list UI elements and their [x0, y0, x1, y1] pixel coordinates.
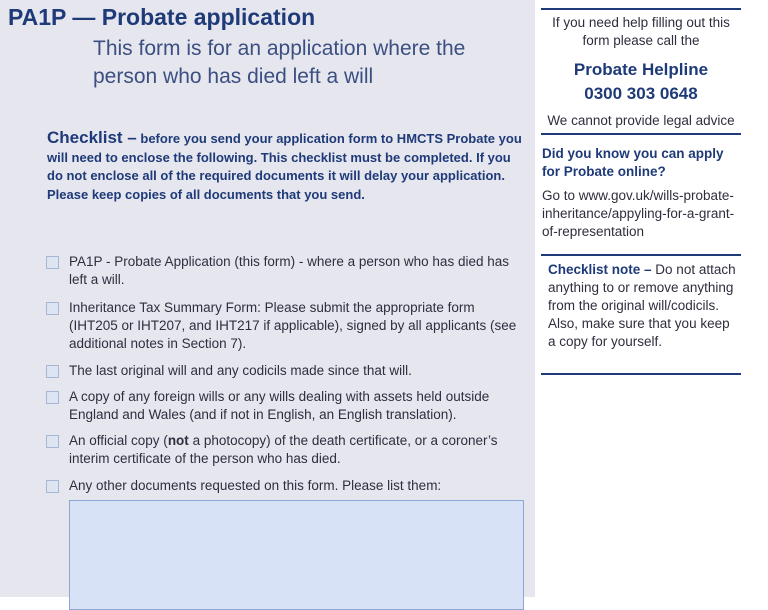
checkbox-pa1p[interactable]: [46, 256, 59, 269]
sidebar-divider-middle: [541, 133, 741, 135]
checklist-item-label: PA1P - Probate Application (this form) - where a person who has died has left a will.: [69, 254, 509, 287]
checklist-item-label: [69, 432, 526, 468]
death-certificate-text-emphasis: not: [167, 433, 189, 448]
checklist-item-inheritance-tax: [46, 299, 526, 362]
other-documents-field[interactable]: [69, 500, 524, 610]
checklist-item-death-certificate: [46, 432, 526, 477]
checklist-item-label: A copy of any foreign wills or any wills dealing with assets held outside England and Wales (and if not in English, an English translation).: [69, 389, 490, 422]
checkbox-death-certificate[interactable]: [46, 435, 59, 448]
checklist-item-label: The last original will and any codicils made since that will.: [69, 363, 412, 378]
checklist-intro-text: before you send your application form to HMCTS Probate you will need to enclose the following. This checklist must be completed. If you do not enclose all of the required documents it will delay your application. Please keep copies of all documents that you send.: [47, 131, 522, 202]
sidebar-divider-note-top: [541, 254, 741, 256]
death-certificate-text-end: a photocopy) of the death certificate, or a coroner’s interim certificate of the person who has died.: [69, 433, 498, 466]
checklist-item-label: Any other documents requested on this form. Please list them:: [69, 478, 442, 493]
checklist-item-pa1p: [46, 253, 526, 299]
checkbox-other-documents[interactable]: [46, 480, 59, 493]
sidebar-divider-note-bottom: [541, 373, 741, 375]
checklist-item-label: Inheritance Tax Summary Form: Please submit the appropriate form (IHT205 or IHT207, and IHT217 if applicable), signed by all applicants (see additional notes in Section 7).: [69, 300, 517, 351]
checkbox-foreign-wills[interactable]: [46, 391, 59, 404]
checkbox-inheritance-tax[interactable]: [46, 302, 59, 315]
checklist-heading: Checklist –: [47, 128, 137, 147]
form-title: PA1P — Probate application: [8, 4, 316, 30]
apply-online-link-text: Go to www.gov.uk/wills-probate-inheritance/appyling-for-a-grant-of-representation: [542, 188, 735, 239]
help-intro: If you need help filling out this form please call the: [552, 15, 730, 48]
checklist-item-original-will: [46, 362, 526, 388]
helpline-number: 0300 303 0648: [584, 84, 698, 103]
checklist-note: [548, 261, 740, 351]
checklist: [46, 253, 526, 503]
legal-advice-note: We cannot provide legal advice: [547, 113, 735, 128]
checklist-item-foreign-wills: [46, 388, 526, 432]
helpline-name: Probate Helpline: [573, 60, 709, 79]
form-subtitle: This form is for an application where the person who has died left a will: [93, 37, 466, 88]
sidebar-divider-top: [541, 8, 741, 10]
checklist-note-heading: Checklist note –: [548, 262, 652, 277]
apply-online-heading: Did you know you can apply for Probate online?: [542, 146, 724, 179]
checklist-intro: [47, 129, 527, 204]
checklist-note-text: Do not attach anything to or remove anything from the original will/codicils. Also, make sure that you keep a copy for yourself.: [548, 262, 736, 349]
death-certificate-text-start: An official copy (: [69, 433, 168, 448]
checkbox-original-will[interactable]: [46, 365, 59, 378]
